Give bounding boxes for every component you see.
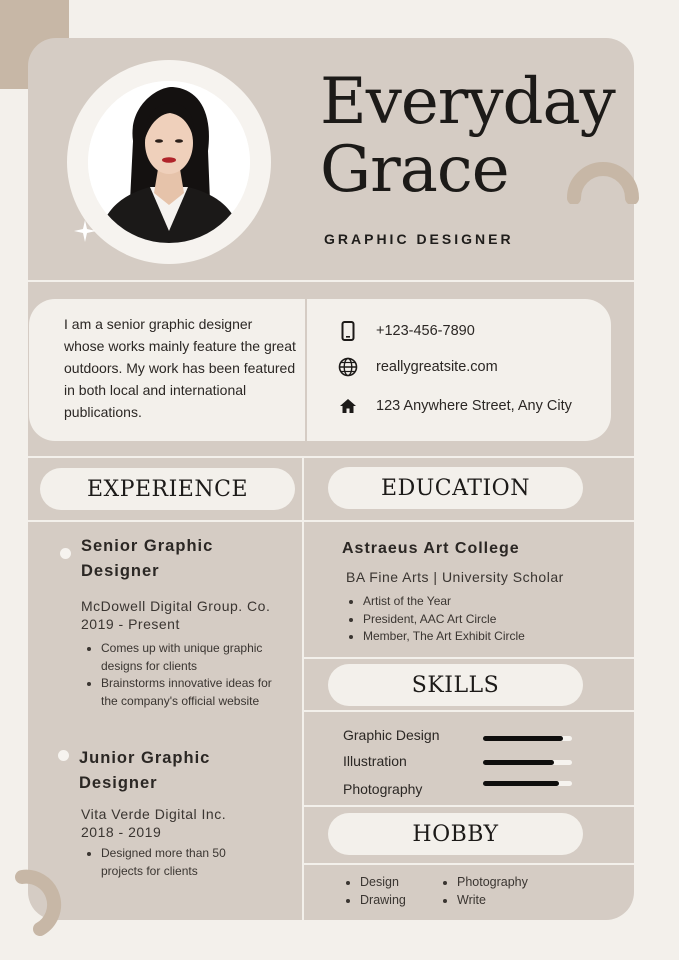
contact-phone [338, 321, 475, 341]
hobby-heading: HOBBY [328, 813, 583, 855]
job-title: Junior Graphic Designer [79, 749, 211, 792]
list-item: • Write [457, 892, 577, 910]
list-item: • Design [360, 874, 450, 892]
skill-bar-fill [483, 736, 563, 741]
column-divider [302, 456, 304, 920]
degree: BA Fine Arts | University Scholar [346, 569, 564, 585]
education-heading: EDUCATION [328, 467, 583, 509]
name-first: Everyday [320, 65, 615, 139]
contact-website [338, 357, 498, 377]
globe-icon [338, 357, 358, 377]
sparkle-icon [72, 218, 98, 244]
skills-heading: SKILLS [328, 664, 583, 706]
divider [28, 456, 634, 458]
list-item: • Designed more than 50 projects for clients [101, 845, 271, 880]
education-list [345, 593, 623, 646]
list-item: • Member, The Art Exhibit Circle [363, 628, 623, 646]
skill-bar-fill [483, 781, 559, 786]
skill-bar-fill [483, 760, 554, 765]
phone-text: +123-456-7890 [376, 323, 475, 339]
about-divider [305, 299, 307, 441]
website-text: reallygreatsite.com [376, 359, 498, 375]
divider [304, 805, 634, 807]
arc-decoration-bottom [10, 865, 66, 945]
phone-icon [338, 321, 358, 341]
list-item: • Artist of the Year [363, 593, 623, 611]
job-company: McDowell Digital Group. Co. 2019 - Present [81, 598, 271, 632]
skill-label: Illustration [343, 753, 407, 769]
name-second: Grace [320, 133, 509, 207]
skill-label: Graphic Design [343, 727, 440, 743]
profile-photo [88, 81, 250, 243]
about-text: I am a senior graphic designer whose works mainly feature the great outdoors. My work has been featured in both local and international publications. [64, 316, 296, 420]
divider [28, 520, 634, 522]
job-duties [83, 640, 291, 710]
job-title: Senior Graphic Designer [81, 537, 214, 580]
page-title [320, 65, 615, 207]
list-item: • Comes up with unique graphic designs for clients [101, 640, 291, 675]
contact-address [338, 396, 572, 416]
divider [304, 710, 634, 712]
hobby-list-2 [439, 874, 577, 909]
school-name: Astraeus Art College [342, 540, 520, 557]
skill-bar [483, 760, 572, 765]
job-company: Vita Verde Digital Inc. 2018 - 2019 [81, 806, 227, 840]
divider [304, 657, 634, 659]
timeline-dot [60, 548, 71, 559]
timeline-dot [58, 750, 69, 761]
job-duties [83, 845, 271, 880]
experience-heading: EXPERIENCE [40, 468, 295, 510]
list-item: • President, AAC Art Circle [363, 611, 623, 629]
skill-label: Photography [343, 781, 423, 797]
hobby-list-1 [342, 874, 450, 909]
list-item: • Brainstorms innovative ideas for the company's official website [101, 675, 291, 710]
list-item: • Drawing [360, 892, 450, 910]
job-role: GRAPHIC DESIGNER [324, 231, 514, 247]
skill-bar [483, 781, 572, 786]
address-text: 123 Anywhere Street, Any City [376, 398, 572, 414]
home-icon [338, 396, 358, 416]
divider [304, 863, 634, 865]
divider [28, 280, 634, 282]
list-item: • Photography [457, 874, 577, 892]
skill-bar [483, 736, 572, 741]
